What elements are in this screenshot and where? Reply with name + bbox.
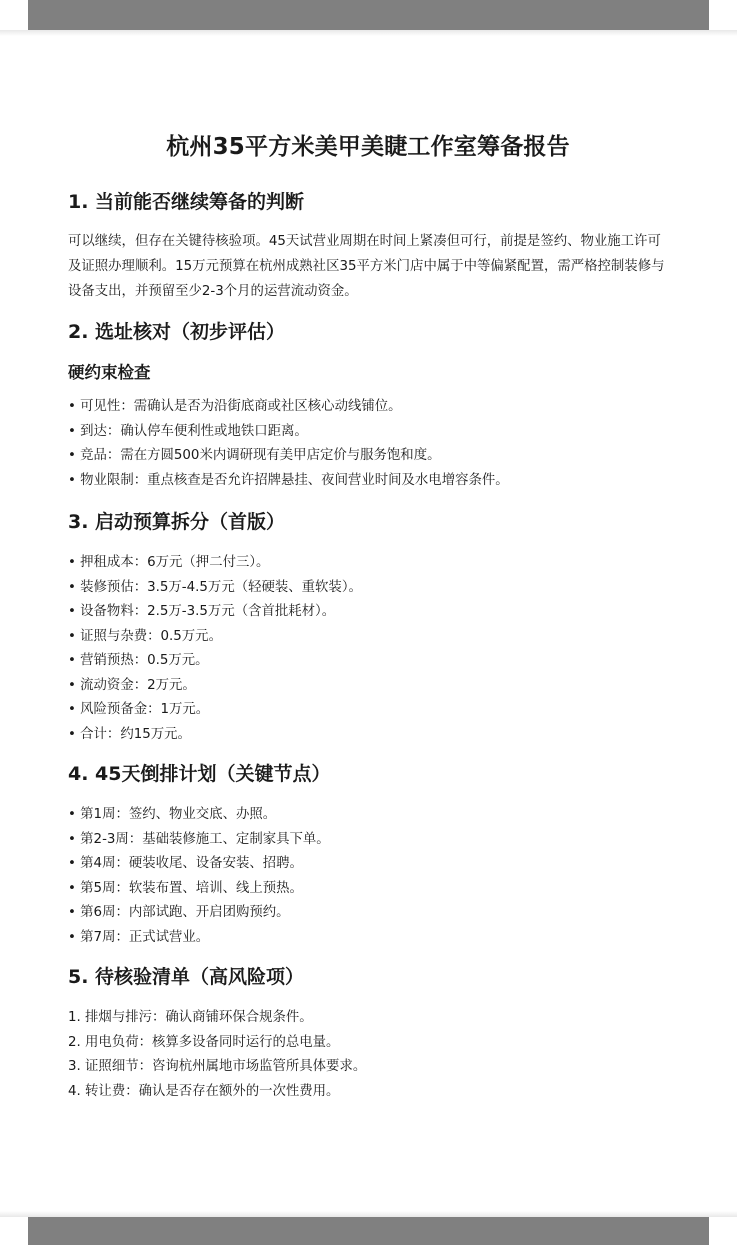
- section-subheading: 硬约束检查: [68, 363, 151, 382]
- list-item: • 流动资金：2万元。: [68, 674, 668, 699]
- list-item: • 第4周：硬装收尾、设备安装、招聘。: [68, 852, 668, 877]
- bottom-scroll-bar: [28, 1217, 709, 1245]
- list-item: • 物业限制：重点核查是否允许招牌悬挂、夜间营业时间及水电增容条件。: [68, 469, 668, 494]
- document-page: [68, 125, 668, 1104]
- section-feasibility: [68, 187, 668, 304]
- section-heading: 5. 待核验清单（高风险项）: [68, 966, 305, 988]
- list-item: • 第1周：签约、物业交底、办照。: [68, 803, 668, 828]
- section-risk-checklist: [68, 962, 668, 1104]
- bullet-list: [68, 395, 668, 493]
- list-item: • 到达：确认停车便利性或地铁口距离。: [68, 420, 668, 445]
- list-item: • 第2-3周：基础装修施工、定制家具下单。: [68, 828, 668, 853]
- bullet-list: [68, 803, 668, 950]
- list-item: 3. 证照细节：咨询杭州属地市场监管所具体要求。: [68, 1059, 367, 1074]
- section-budget: [68, 507, 668, 747]
- list-item: 1. 排烟与排污：确认商铺环保合规条件。: [68, 1010, 313, 1025]
- list-item: • 押租成本：6万元（押二付三）。: [68, 551, 668, 576]
- list-item: • 第5周：软装布置、培训、线上预热。: [68, 877, 668, 902]
- section-heading: 1. 当前能否继续筹备的判断: [68, 191, 305, 213]
- list-item: • 设备物料：2.5万-3.5万元（含首批耗材）。: [68, 600, 668, 625]
- list-item: 2. 用电负荷：核算多设备同时运行的总电量。: [68, 1034, 340, 1050]
- section-paragraph: 可以继续，但存在关键待核验项。45天试营业周期在时间上紧凑但可行，前提是签约、物业施工许可及证照办理顺利。15万元预算在杭州成熟社区35平方米门店中属于中等偏紧配置，需严格控制装修与设备支出，并预留至少2-3个月的运营流动资金。: [68, 234, 665, 299]
- section-heading: 2. 选址核对（初步评估）: [68, 321, 286, 343]
- section-heading: 3. 启动预算拆分（首版）: [68, 511, 286, 533]
- list-item: • 可见性：需确认是否为沿街底商或社区核心动线铺位。: [68, 395, 668, 420]
- numbered-list: [68, 1006, 668, 1104]
- list-item: • 合计：约15万元。: [68, 723, 668, 748]
- section-heading: 4. 45天倒排计划（关键节点）: [68, 763, 331, 785]
- list-item: • 风险预备金：1万元。: [68, 698, 668, 723]
- document-title: 杭州35平方米美甲美睫工作室筹备报告: [166, 134, 570, 160]
- list-item: • 竞品：需在方圆500米内调研现有美甲店定价与服务饱和度。: [68, 444, 668, 469]
- list-item: 4. 转让费：确认是否存在额外的一次性费用。: [68, 1083, 340, 1099]
- top-shadow: [0, 30, 737, 36]
- list-item: • 营销预热：0.5万元。: [68, 649, 668, 674]
- bullet-list: [68, 551, 668, 747]
- list-item: • 证照与杂费：0.5万元。: [68, 625, 668, 650]
- section-site-check: [68, 317, 668, 493]
- list-item: • 第7周：正式试营业。: [68, 926, 668, 951]
- list-item: • 第6周：内部试跑、开启团购预约。: [68, 901, 668, 926]
- section-schedule: [68, 759, 668, 950]
- list-item: • 装修预估：3.5万-4.5万元（轻硬装、重软装）。: [68, 576, 668, 601]
- top-scroll-bar: [28, 0, 709, 30]
